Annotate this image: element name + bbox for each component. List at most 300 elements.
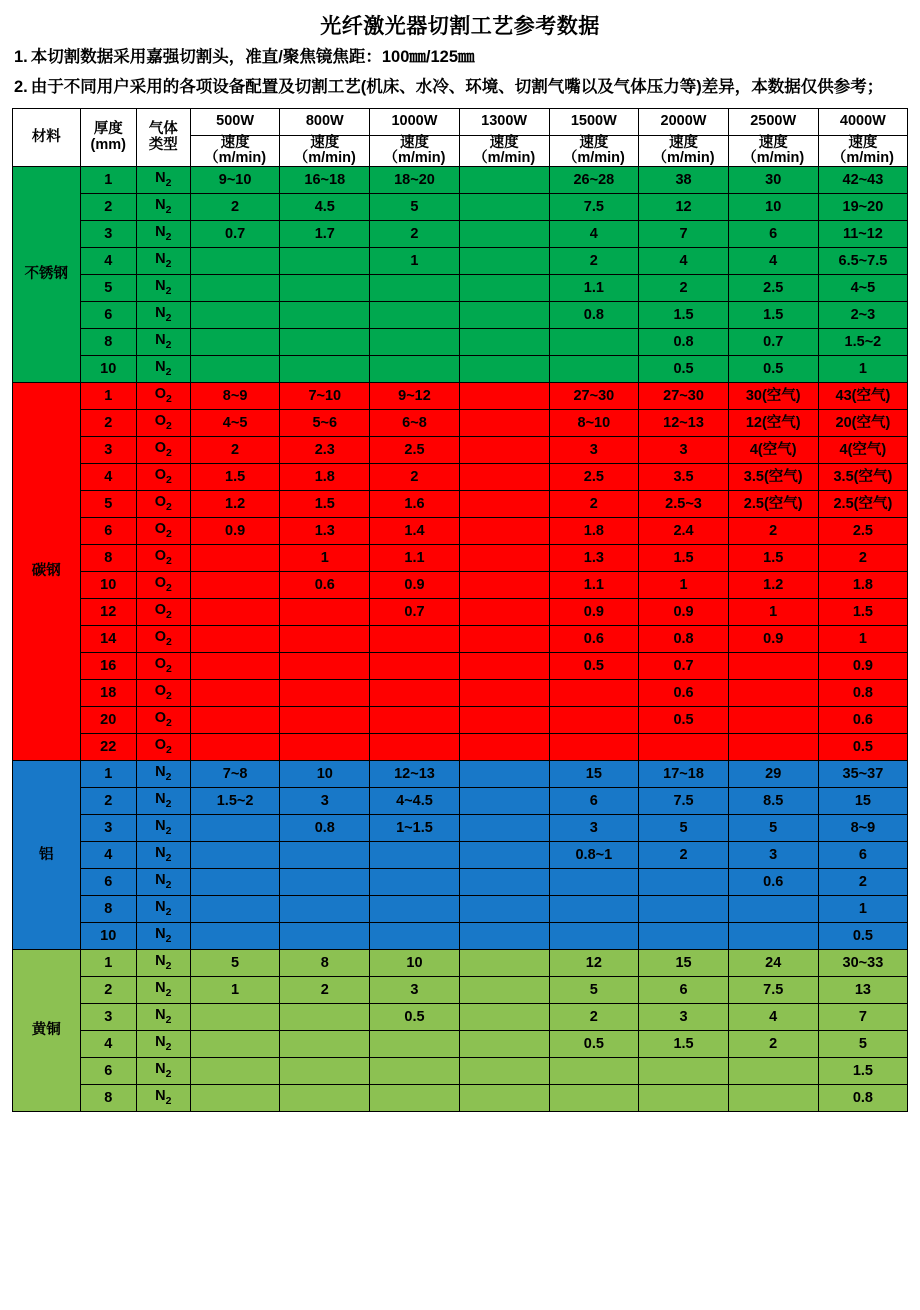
gas-type-cell [136,248,190,275]
speed-cell: 12 [639,194,729,221]
gas-symbol: O [154,548,166,565]
speed-cell: 0.5 [549,653,639,680]
speed-cell: 0.8~1 [549,842,639,869]
gas-type-cell [136,518,190,545]
speed-cell: 0.9 [818,653,908,680]
gas-subscript: 2 [165,637,172,648]
speed-cell [370,653,460,680]
speed-cell [280,275,370,302]
speed-cell [728,923,818,950]
gas-subscript: 2 [165,988,172,999]
speed-cell: 30 [728,167,818,194]
speed-cell: 1.5 [190,464,280,491]
speed-cell [280,842,370,869]
speed-cell [728,896,818,923]
material-cell: 铝 [12,761,80,950]
speed-cell: 2 [280,977,370,1004]
speed-cell: 2 [639,842,729,869]
thickness-cell: 18 [80,680,136,707]
speed-label-line1: 速度 [669,134,699,151]
table-row [12,653,908,680]
speed-cell [370,356,460,383]
speed-cell: 38 [639,167,729,194]
speed-cell [190,329,280,356]
table-row [12,356,908,383]
header-speed-1300w [459,135,549,166]
note-text: 本切割数据采用嘉强切割头，准直/聚焦镜焦距：100㎜/125㎜ [30,48,475,66]
speed-cell: 3 [549,437,639,464]
speed-cell: 0.6 [549,626,639,653]
speed-cell: 1 [280,545,370,572]
speed-cell [459,572,549,599]
header-gas-line1: 气体 [148,121,178,138]
speed-cell: 0.9 [639,599,729,626]
note-item [14,76,908,100]
table-row [12,599,908,626]
thickness-cell: 1 [80,950,136,977]
table-row [12,1004,908,1031]
gas-subscript: 2 [165,340,172,351]
gas-subscript: 2 [165,880,172,891]
speed-label-line2: （m/min) [383,150,446,167]
gas-subscript: 2 [165,205,172,216]
speed-cell [459,707,549,734]
speed-cell [190,842,280,869]
speed-cell: 8~9 [190,383,280,410]
speed-cell: 0.9 [549,599,639,626]
gas-subscript: 2 [165,1015,172,1026]
speed-cell [280,1004,370,1031]
gas-subscript: 2 [165,232,172,243]
gas-subscript: 2 [165,961,172,972]
speed-cell: 10 [280,761,370,788]
speed-cell: 1.5~2 [190,788,280,815]
speed-cell: 3 [370,977,460,1004]
gas-symbol: O [154,683,166,700]
gas-symbol: O [154,602,166,619]
thickness-cell: 2 [80,788,136,815]
speed-cell [190,275,280,302]
speed-cell: 12~13 [639,410,729,437]
speed-cell [370,275,460,302]
notes-section [0,46,920,100]
document-page [0,10,920,1310]
speed-label-line1: 速度 [310,134,340,151]
speed-cell: 0.5 [728,356,818,383]
speed-cell: 2.5~3 [639,491,729,518]
speed-cell [370,329,460,356]
speed-cell: 1.5 [728,302,818,329]
gas-type-cell [136,437,190,464]
speed-cell: 4~5 [818,275,908,302]
speed-cell [459,167,549,194]
speed-cell [459,410,549,437]
speed-cell: 0.9 [728,626,818,653]
speed-cell [190,545,280,572]
speed-cell: 1~1.5 [370,815,460,842]
thickness-cell: 2 [80,194,136,221]
speed-cell [459,518,549,545]
speed-cell: 4 [639,248,729,275]
thickness-cell: 3 [80,437,136,464]
speed-cell [190,653,280,680]
speed-cell: 1 [190,977,280,1004]
gas-subscript: 2 [165,664,172,675]
thickness-cell: 1 [80,167,136,194]
table-row [12,572,908,599]
speed-cell: 1.3 [549,545,639,572]
speed-cell [190,572,280,599]
table-row [12,950,908,977]
speed-cell [728,680,818,707]
table-header-row-power [12,108,908,135]
gas-symbol: N [155,899,166,916]
speed-cell [639,1058,729,1085]
speed-cell [280,302,370,329]
header-thickness-line1: 厚度 [93,121,123,138]
speed-cell: 29 [728,761,818,788]
speed-cell: 8.5 [728,788,818,815]
speed-cell: 10 [728,194,818,221]
speed-cell: 1.5 [818,599,908,626]
speed-cell: 1.8 [280,464,370,491]
speed-cell: 1.1 [549,572,639,599]
gas-type-cell [136,950,190,977]
gas-type-cell [136,923,190,950]
speed-cell: 4 [728,1004,818,1031]
speed-cell: 1 [818,626,908,653]
speed-cell [280,329,370,356]
speed-cell: 35~37 [818,761,908,788]
speed-cell [459,545,549,572]
speed-cell: 1.4 [370,518,460,545]
table-row [12,1085,908,1112]
gas-symbol: O [154,467,166,484]
speed-cell [459,356,549,383]
speed-cell [280,1058,370,1085]
thickness-cell: 6 [80,869,136,896]
thickness-cell: 2 [80,410,136,437]
speed-cell [190,1031,280,1058]
speed-cell: 3 [639,1004,729,1031]
gas-subscript: 2 [165,691,172,702]
gas-subscript: 2 [165,934,172,945]
speed-cell [459,1058,549,1085]
gas-symbol: N [155,251,166,268]
speed-cell: 5~6 [280,410,370,437]
speed-cell [370,896,460,923]
thickness-cell: 4 [80,842,136,869]
speed-cell: 12 [549,950,639,977]
header-gas-type [136,108,190,166]
speed-cell: 26~28 [549,167,639,194]
speed-cell: 1 [370,248,460,275]
speed-cell: 12~13 [370,761,460,788]
speed-cell: 15 [549,761,639,788]
thickness-cell: 10 [80,572,136,599]
header-power-800w: 800W [280,108,370,135]
speed-cell: 1 [639,572,729,599]
gas-subscript: 2 [165,502,172,513]
gas-type-cell [136,1004,190,1031]
speed-cell: 0.7 [370,599,460,626]
thickness-cell: 3 [80,815,136,842]
speed-cell [370,680,460,707]
speed-cell: 1.8 [549,518,639,545]
gas-symbol: N [155,1007,166,1024]
gas-symbol: N [155,1088,166,1105]
table-row [12,410,908,437]
speed-cell: 3.5(空气) [818,464,908,491]
speed-cell: 0.9 [190,518,280,545]
thickness-cell: 5 [80,491,136,518]
speed-label-line2: （m/min) [204,150,267,167]
speed-cell: 0.5 [370,1004,460,1031]
speed-cell: 1.1 [370,545,460,572]
gas-symbol: N [155,845,166,862]
gas-type-cell [136,329,190,356]
speed-cell [370,302,460,329]
speed-cell: 1.6 [370,491,460,518]
speed-label-line1: 速度 [220,134,250,151]
speed-cell: 5 [639,815,729,842]
speed-cell: 0.8 [639,329,729,356]
speed-cell: 6 [639,977,729,1004]
speed-cell [549,707,639,734]
table-row [12,869,908,896]
material-cell: 不锈钢 [12,167,80,383]
gas-subscript: 2 [165,745,172,756]
gas-subscript: 2 [165,826,172,837]
gas-subscript: 2 [165,529,172,540]
gas-type-cell [136,815,190,842]
speed-cell: 1.5 [639,302,729,329]
speed-cell: 2 [549,248,639,275]
speed-cell [728,1085,818,1112]
speed-label-line2: （m/min) [652,150,715,167]
header-speed-1000w [370,135,460,166]
table-row [12,248,908,275]
table-row [12,923,908,950]
note-text: 由于不同用户采用的各项设备配置及切割工艺(机床、水冷、环境、切割气嘴以及气体压力等)差异，本数据仅供参考； [30,77,884,96]
speed-cell: 3.5 [639,464,729,491]
thickness-cell: 8 [80,545,136,572]
gas-type-cell [136,842,190,869]
speed-cell: 0.8 [280,815,370,842]
speed-cell [459,329,549,356]
speed-cell: 27~30 [549,383,639,410]
speed-cell: 4~5 [190,410,280,437]
speed-cell [459,842,549,869]
gas-type-cell [136,869,190,896]
speed-cell: 9~10 [190,167,280,194]
speed-cell [549,896,639,923]
speed-cell: 2.5(空气) [818,491,908,518]
gas-type-cell [136,194,190,221]
speed-cell: 3 [639,437,729,464]
header-thickness [80,108,136,166]
table-row [12,977,908,1004]
speed-cell: 24 [728,950,818,977]
speed-cell [280,734,370,761]
speed-cell: 6.5~7.5 [818,248,908,275]
gas-type-cell [136,1085,190,1112]
speed-cell: 8 [280,950,370,977]
speed-cell: 2~3 [818,302,908,329]
gas-type-cell [136,275,190,302]
table-row [12,815,908,842]
header-power-2500w: 2500W [728,108,818,135]
speed-cell: 6 [818,842,908,869]
speed-cell: 7.5 [549,194,639,221]
speed-cell: 4(空气) [728,437,818,464]
speed-cell: 3 [280,788,370,815]
table-row [12,383,908,410]
speed-cell: 13 [818,977,908,1004]
gas-type-cell [136,356,190,383]
gas-symbol: O [154,737,166,754]
gas-symbol: N [155,926,166,943]
speed-cell: 1 [818,356,908,383]
speed-cell: 2 [549,1004,639,1031]
speed-label-line2: （m/min) [742,150,805,167]
speed-cell [190,815,280,842]
speed-cell: 5 [549,977,639,1004]
speed-cell [639,923,729,950]
speed-cell: 2 [728,1031,818,1058]
speed-cell: 7~10 [280,383,370,410]
table-row [12,788,908,815]
table-row [12,545,908,572]
gas-symbol: O [154,656,166,673]
speed-cell [280,248,370,275]
speed-cell [280,923,370,950]
speed-cell: 1.5 [639,1031,729,1058]
speed-label-line2: （m/min) [831,150,894,167]
header-thickness-line2: (mm) [90,136,126,153]
speed-cell: 0.5 [818,734,908,761]
gas-type-cell [136,896,190,923]
speed-cell: 11~12 [818,221,908,248]
speed-cell: 1.7 [280,221,370,248]
speed-cell: 2 [549,491,639,518]
speed-cell [459,1004,549,1031]
speed-label-line1: 速度 [489,134,519,151]
speed-cell [549,1085,639,1112]
thickness-cell: 4 [80,464,136,491]
speed-cell [459,1031,549,1058]
table-row [12,518,908,545]
note-number: 1. [14,48,28,66]
speed-cell [280,1031,370,1058]
speed-cell [728,653,818,680]
gas-type-cell [136,221,190,248]
speed-cell: 1.3 [280,518,370,545]
speed-cell: 0.9 [370,572,460,599]
speed-cell [459,869,549,896]
table-row [12,734,908,761]
speed-cell [370,734,460,761]
gas-type-cell [136,302,190,329]
speed-cell [280,1085,370,1112]
speed-cell [190,1085,280,1112]
speed-cell: 4(空气) [818,437,908,464]
gas-subscript: 2 [165,286,172,297]
table-row [12,1031,908,1058]
speed-label-line1: 速度 [758,134,788,151]
header-speed-2000w [639,135,729,166]
speed-cell: 2.5 [818,518,908,545]
gas-type-cell [136,410,190,437]
speed-cell [190,248,280,275]
gas-type-cell [136,464,190,491]
speed-cell: 0.5 [639,707,729,734]
speed-cell: 2 [370,464,460,491]
speed-cell: 2.3 [280,437,370,464]
speed-cell: 1.1 [549,275,639,302]
speed-cell [639,896,729,923]
table-row [12,167,908,194]
speed-cell [280,707,370,734]
thickness-cell: 8 [80,896,136,923]
speed-cell [190,680,280,707]
header-speed-1500w [549,135,639,166]
gas-symbol: N [155,791,166,808]
speed-cell [370,923,460,950]
gas-type-cell [136,626,190,653]
speed-cell: 2 [728,518,818,545]
gas-subscript: 2 [165,1042,172,1053]
speed-cell: 0.5 [818,923,908,950]
gas-symbol: N [155,818,166,835]
speed-cell: 30(空气) [728,383,818,410]
table-row [12,194,908,221]
gas-symbol: N [155,278,166,295]
gas-type-cell [136,572,190,599]
speed-cell: 2 [190,437,280,464]
speed-cell: 1.2 [728,572,818,599]
speed-cell [459,680,549,707]
speed-cell: 0.6 [639,680,729,707]
speed-cell [459,275,549,302]
speed-cell: 0.5 [639,356,729,383]
thickness-cell: 4 [80,248,136,275]
gas-symbol: N [155,305,166,322]
thickness-cell: 6 [80,1058,136,1085]
speed-cell: 43(空气) [818,383,908,410]
gas-symbol: O [154,575,166,592]
gas-symbol: O [154,521,166,538]
speed-cell: 7~8 [190,761,280,788]
table-row [12,302,908,329]
gas-type-cell [136,167,190,194]
speed-cell: 2.5 [549,464,639,491]
header-power-1300w: 1300W [459,108,549,135]
speed-cell [370,707,460,734]
speed-cell: 1.5~2 [818,329,908,356]
speed-cell [190,1004,280,1031]
speed-cell [549,869,639,896]
speed-cell: 2.5 [728,275,818,302]
gas-type-cell [136,653,190,680]
thickness-cell: 22 [80,734,136,761]
speed-cell [280,653,370,680]
thickness-cell: 8 [80,1085,136,1112]
speed-cell: 16~18 [280,167,370,194]
gas-symbol: N [155,224,166,241]
speed-cell: 4 [549,221,639,248]
speed-label-line1: 速度 [848,134,878,151]
